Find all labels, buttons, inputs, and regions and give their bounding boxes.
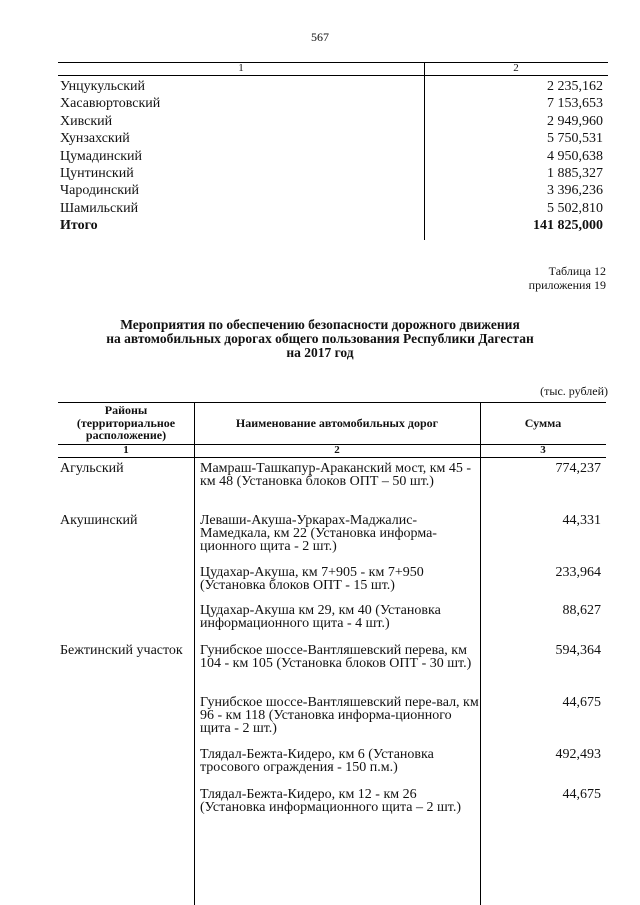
road-safety-measures-table	[58, 402, 606, 905]
district-name: Шамильский	[60, 200, 139, 216]
districts-header: Районы (территориальное расположение)	[76, 403, 176, 443]
column-number-1: 1	[123, 444, 129, 456]
column-number-1: 1	[238, 62, 244, 74]
road-description: Цудахар-Акуша км 29, км 40 (Установка информационного щита - 4 шт.)	[200, 603, 441, 631]
district-value: 3 396,236	[547, 183, 603, 199]
table-row	[58, 113, 608, 130]
table-row	[58, 200, 608, 217]
road-description: Гунибское шоссе-Вантляшевский пере-вал, км 96 - км 118 (Установка информа-ционного щита - 2 шт.)	[200, 695, 479, 736]
district-name: Бежтинский участок	[60, 643, 183, 658]
district-name: Хунзахский	[60, 131, 130, 147]
amount-value: 594,364	[555, 643, 601, 658]
total-label: Итого	[60, 218, 98, 234]
district-name: Агульский	[60, 461, 124, 476]
roads-header: Наименование автомобильных дорог	[235, 415, 439, 430]
district-name: Чародинский	[60, 183, 140, 199]
district-value: 1 885,327	[547, 165, 603, 181]
district-value: 5 502,810	[547, 200, 603, 216]
total-row	[58, 217, 608, 234]
column-number-3: 3	[540, 444, 546, 456]
amount-value: 44,675	[562, 695, 601, 710]
units-label: (тыс. рублей)	[540, 384, 608, 398]
document-title	[0, 318, 640, 360]
sum-header: Сумма	[524, 415, 562, 430]
numbers-divider	[58, 457, 606, 458]
title-line-3: на 2017 год	[286, 345, 354, 360]
district-name: Хасавюртовский	[60, 96, 161, 112]
title-line-1: Мероприятия по обеспечению безопасности дорожного движения	[120, 317, 520, 332]
amount-value: 492,493	[555, 747, 601, 762]
table-row	[58, 165, 608, 182]
table-reference	[529, 264, 606, 292]
table-row	[58, 130, 608, 147]
column-divider	[194, 402, 195, 905]
road-description: Леваши-Акуша-Уркарах-Маджалис-Мамедкала, км 22 (Установка информа-ционного щита - 2 шт.)	[200, 513, 437, 554]
table-header	[58, 62, 608, 76]
district-value: 5 750,531	[547, 131, 603, 147]
district-name: Акушинский	[60, 513, 138, 528]
road-description: Цудахар-Акуша, км 7+905 - км 7+950 (Установка блоков ОПТ - 15 шт.)	[200, 565, 424, 593]
district-totals-table	[58, 62, 608, 235]
table-row	[58, 95, 608, 112]
total-value: 141 825,000	[533, 218, 603, 234]
amount-value: 88,627	[562, 603, 601, 618]
district-value: 4 950,638	[547, 148, 603, 164]
column-number-2: 2	[334, 444, 340, 456]
amount-value: 233,964	[555, 565, 601, 580]
district-name: Унцукульский	[60, 79, 146, 94]
column-number-2: 2	[513, 62, 519, 74]
district-name: Цумадинский	[60, 148, 143, 164]
table-number: Таблица 12	[548, 264, 606, 278]
district-value: 2 949,960	[547, 113, 603, 129]
district-value: 7 153,653	[547, 96, 603, 112]
amount-value: 774,237	[555, 461, 601, 476]
district-value: 2 235,162	[547, 79, 603, 94]
district-name: Цунтинский	[60, 165, 134, 181]
appendix-reference: приложения 19	[528, 278, 606, 292]
table-row	[58, 182, 608, 199]
district-name: Хивский	[60, 113, 113, 129]
road-description: Мамраш-Ташкапур-Араканский мост, км 45 - км 48 (Установка блоков ОПТ – 50 шт.)	[200, 461, 472, 489]
table-row	[58, 78, 608, 95]
road-description: Тлядал-Бежта-Кидеро, км 12 - км 26 (Установка информационного щита – 2 шт.)	[200, 787, 461, 815]
road-description: Тлядал-Бежта-Кидеро, км 6 (Установка тросового ограждения - 150 п.м.)	[200, 747, 434, 775]
page-number: 567	[311, 30, 329, 44]
amount-value: 44,675	[562, 787, 601, 802]
table-row	[58, 148, 608, 165]
amount-value: 44,331	[562, 513, 601, 528]
title-line-2: на автомобильных дорогах общего пользования Республики Дагестан	[106, 331, 534, 346]
road-description: Гунибское шоссе-Вантляшевский перева, км 104 - км 105 (Установка блоков ОПТ - 30 шт.)	[200, 643, 472, 671]
